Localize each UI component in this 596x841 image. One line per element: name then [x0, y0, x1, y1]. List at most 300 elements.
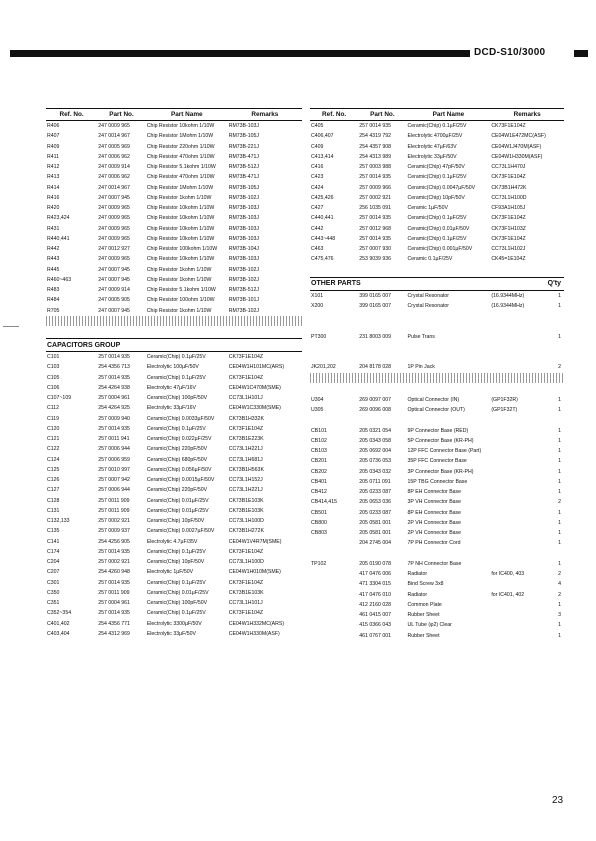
table-cell: CE04W1H332MC(ARS) — [228, 620, 285, 627]
table-row — [46, 567, 302, 577]
table-cell — [310, 590, 358, 600]
table-row — [46, 578, 302, 588]
table-cell: C119 — [47, 415, 60, 422]
table-cell — [546, 415, 564, 425]
table-cell: (16.9344MHz) — [491, 292, 525, 299]
table-cell: C424 — [311, 184, 324, 191]
table-cell: CC73L1H100D — [228, 559, 264, 566]
table-cell: CE04W1C470M(SME) — [228, 384, 281, 391]
table-cell — [358, 321, 406, 331]
table-cell: C351 — [47, 600, 60, 607]
table-cell — [358, 311, 406, 321]
table-cell: Electrolytic 47µF/63V — [407, 143, 457, 150]
table-cell: Chip Resistor 5.1kohm 1/10W — [146, 164, 216, 171]
table-cell: 205 0343 032 — [359, 468, 391, 475]
table-cell: C350 — [47, 589, 60, 596]
table-cell: CK73F1E104Z — [228, 548, 264, 555]
table-cell: CK45=1E104Z — [491, 256, 526, 263]
table-cell: Chip Resistor 5.1kohm 1/10W — [146, 287, 216, 294]
table-cell: C106 — [47, 384, 60, 391]
table-cell: R423,424 — [47, 215, 70, 222]
table-row — [310, 590, 564, 600]
table-cell: C128 — [47, 497, 60, 504]
table-cell: 257 0014 935 — [98, 425, 130, 432]
table-cell: Common Plate — [407, 601, 442, 608]
table-cell: Chip Resistor 10kohm 1/10W — [146, 123, 215, 130]
table-cell: 4 — [558, 581, 561, 588]
table-row — [310, 395, 564, 405]
table-cell: 1 — [558, 519, 561, 526]
table-row — [46, 588, 302, 598]
table-cell: CC73L1H100D — [228, 518, 264, 525]
table-row — [46, 496, 302, 506]
table-cell: Ceramic(Chip) 0.01µF/25V — [146, 507, 209, 514]
table-cell: 205 0581 001 — [359, 519, 391, 526]
table-cell — [407, 352, 491, 362]
scan-artifact-band — [310, 373, 564, 383]
table-cell: C101 — [47, 354, 60, 361]
table-row — [310, 121, 564, 132]
table-cell: RM73B-104J — [228, 246, 259, 253]
qty-header: Q'ty — [546, 277, 564, 290]
table-row — [310, 446, 564, 456]
table-cell: C409 — [311, 143, 324, 150]
table-cell: RM73B-103J — [228, 235, 259, 242]
table-cell: R420 — [47, 205, 60, 212]
scan-artifact-band — [46, 316, 302, 326]
table-cell — [490, 415, 546, 425]
table-cell: 417 0476 006 — [359, 571, 391, 578]
table-row — [310, 342, 564, 352]
table-row — [310, 172, 564, 182]
table-row — [46, 475, 302, 485]
table-cell — [310, 538, 358, 548]
table-row — [310, 436, 564, 446]
table-cell: 35P FFC Connector Base — [407, 458, 467, 465]
table-cell: C125 — [47, 466, 60, 473]
table-row — [46, 526, 302, 536]
table-cell: C413,414 — [311, 153, 334, 160]
table-cell: 1 — [558, 632, 561, 639]
table-cell: Radiator — [407, 571, 428, 578]
table-cell: C103 — [47, 364, 60, 371]
table-cell: C135 — [47, 528, 60, 535]
table-cell: 8P EH Connector Base — [407, 489, 462, 496]
table-cell: R411 — [47, 153, 60, 160]
table-cell: Chip Resistor 1Mohm 1/10W — [146, 184, 214, 191]
table-row — [310, 518, 564, 528]
table-cell: 247 0006 962 — [98, 174, 130, 181]
table-cell: RM73B-101J — [228, 297, 259, 304]
table-row — [310, 213, 564, 223]
table-cell: 247 0007 945 — [98, 266, 130, 273]
table-cell: CE04W1H330M(ASF) — [491, 153, 543, 160]
table-cell: U305 — [311, 407, 324, 414]
table-cell — [358, 415, 406, 425]
table-cell: Ceramic(Chip) 0.056µF/50V — [146, 466, 212, 473]
table-cell: 257 0011 941 — [98, 436, 130, 443]
table-cell: RM73B-103J — [228, 205, 259, 212]
table-row — [46, 434, 302, 444]
table-cell: 247 0006 962 — [98, 153, 130, 160]
table-cell: RM73B-102J — [228, 266, 259, 273]
table-row — [46, 162, 302, 172]
table-row — [310, 631, 564, 641]
table-cell: C301 — [47, 579, 60, 586]
table-cell: 12P FFC Connector Base (Part) — [407, 448, 482, 455]
table-cell: CB414,415 — [311, 499, 337, 506]
table-cell: Ceramic(Chip) 0.1µF/25V — [146, 579, 206, 586]
table-cell: CC73L1H470J — [491, 164, 526, 171]
table-cell: 1 — [558, 468, 561, 475]
table-cell: 257 0007 942 — [98, 477, 130, 484]
table-cell: 254 4264 938 — [98, 384, 130, 391]
table-row — [46, 414, 302, 424]
table-cell: 257 0004 961 — [98, 395, 130, 402]
table-cell: CK73F1E104Z — [228, 374, 264, 381]
table-cell: 2 — [558, 591, 561, 598]
table-row — [310, 131, 564, 141]
table-cell — [310, 321, 358, 331]
table-cell — [490, 332, 546, 342]
table-row — [46, 244, 302, 254]
table-cell: Electrolytic 33µF/16V — [146, 405, 196, 412]
table-cell — [490, 426, 546, 436]
table-cell: TP102 — [311, 560, 327, 567]
table-cell: R407 — [47, 133, 60, 140]
table-cell: RM73B-105J — [228, 184, 259, 191]
table-cell — [407, 321, 491, 331]
table-cell: 1 — [558, 292, 561, 299]
table-cell: 1P Pin Jack — [407, 364, 435, 371]
table-row — [46, 485, 302, 495]
margin-tick — [3, 326, 19, 327]
table-cell: 257 0006 944 — [98, 487, 130, 494]
table-cell: C120 — [47, 425, 60, 432]
table-cell: CC73L1H101J — [228, 395, 263, 402]
table-cell: CC73L1H221J — [228, 446, 263, 453]
table-cell: U304 — [311, 396, 324, 403]
table-cell: 1 — [558, 302, 561, 309]
table-cell: RM73B-221J — [228, 143, 259, 150]
table-cell — [546, 193, 564, 203]
table-cell: 269 0097 007 — [359, 396, 391, 403]
table-cell — [490, 321, 546, 331]
table-cell — [546, 549, 564, 559]
table-cell: 1 — [558, 509, 561, 516]
table-cell: CK73B1H332K — [228, 415, 264, 422]
table-cell: CE04W1C330M(SME) — [228, 405, 281, 412]
table-cell — [358, 352, 406, 362]
table-cell: Ceramic(Chip) 0.01µF/50V — [407, 225, 470, 232]
table-cell: R440,441 — [47, 235, 70, 242]
table-cell: for IC400, 403 — [491, 571, 525, 578]
table-cell: Chip Resistor 10kohm 1/10W — [146, 256, 215, 263]
table-cell: 1 — [558, 458, 561, 465]
table-row — [46, 234, 302, 244]
table-cell: 1 — [558, 396, 561, 403]
table-cell — [490, 436, 546, 446]
table-row — [310, 497, 564, 507]
table-row — [310, 538, 564, 548]
table-cell: R705 — [47, 307, 60, 314]
table-cell — [310, 579, 358, 589]
table-cell — [490, 600, 546, 610]
table-cell: Chip Resistor 100ohm 1/10W — [146, 297, 215, 304]
table-cell — [546, 311, 564, 321]
table-cell: Ceramic(Chip) 0.1µF/25V — [146, 354, 206, 361]
table-cell: C416 — [311, 164, 324, 171]
table-cell: Ceramic(Chip) 0.1µF/25V — [407, 174, 467, 181]
table-cell: 257 0014 935 — [359, 215, 391, 222]
table-cell: C107~109 — [47, 395, 72, 402]
table-cell — [490, 631, 546, 641]
table-cell: C207 — [47, 569, 60, 576]
table-row — [310, 332, 564, 342]
table-row — [310, 162, 564, 172]
table-cell: Bind Screw 3x8 — [407, 581, 444, 588]
table-row — [46, 557, 302, 567]
table-cell: CB501 — [311, 509, 327, 516]
table-cell: 3P Connector Base (KR-PH) — [407, 468, 474, 475]
table-cell: C406,407 — [311, 133, 334, 140]
table-cell: C126 — [47, 477, 60, 484]
table-cell: 461 0415 007 — [359, 612, 391, 619]
table-cell: 3 — [558, 612, 561, 619]
table-row — [46, 254, 302, 264]
table-row — [46, 393, 302, 403]
table-cell: Chip Resistor 1kohm 1/10W — [146, 266, 212, 273]
table-cell: 7P NH Connector Base — [407, 560, 462, 567]
table-row — [310, 193, 564, 203]
table-cell: 257 0011 909 — [98, 507, 130, 514]
table-cell: 247 0009 965 — [98, 123, 130, 130]
table-cell: CE04W1J470M(ASF) — [491, 143, 542, 150]
table-cell — [358, 342, 406, 352]
table-cell: Chip Resistor 1kohm 1/10W — [146, 307, 212, 314]
table-cell: 205 0190 078 — [359, 560, 391, 567]
table-cell — [490, 579, 546, 589]
table-cell: 412 2160 028 — [359, 601, 391, 608]
table-row — [310, 620, 564, 630]
table-cell: 2 — [558, 364, 561, 371]
column-header: Part No. — [358, 109, 406, 121]
table-cell — [490, 477, 546, 487]
table-cell: 247 0007 945 — [98, 307, 130, 314]
table-cell: C440,441 — [311, 215, 334, 222]
table-cell: Ceramic(Chip) 47pF/50V — [407, 164, 465, 171]
table-cell: CC73L1H681J — [228, 456, 263, 463]
table-cell: 5P Connector Base (KR-PH) — [407, 437, 474, 444]
table-cell: 205 0233 087 — [359, 489, 391, 496]
table-cell — [310, 631, 358, 641]
table-cell: Ceramic(Chip) 0.1µF/25V — [146, 548, 206, 555]
section-title: OTHER PARTS — [310, 277, 546, 290]
table-cell — [546, 203, 564, 213]
table-cell: 247 0009 914 — [98, 164, 130, 171]
table-cell: 1 — [558, 489, 561, 496]
table-cell: C352~354 — [47, 610, 72, 617]
table-cell: C124 — [47, 456, 60, 463]
table-cell: C127 — [47, 487, 60, 494]
table-cell: 257 0014 935 — [359, 174, 391, 181]
table-cell: 9P Connector Base (RED) — [407, 427, 469, 434]
table-row — [310, 467, 564, 477]
section-title: CAPACITORS GROUP — [46, 339, 302, 352]
table-row — [310, 528, 564, 538]
table-cell: RM73B-102J — [228, 276, 259, 283]
table-cell: CK73B1E103K — [228, 507, 264, 514]
table-cell: 247 0005 969 — [98, 143, 130, 150]
table-cell: R416 — [47, 194, 60, 201]
table-cell: CK73F1E104Z — [491, 174, 526, 181]
table-cell: C121 — [47, 436, 60, 443]
table-cell: Chip Resistor 470ohm 1/10W — [146, 153, 215, 160]
table-cell: Pulse Trans — [407, 333, 435, 340]
table-cell: CK73F1E104Z — [228, 354, 264, 361]
table-cell: 257 0014 935 — [359, 123, 391, 130]
table-cell: (GP1F32T) — [491, 407, 518, 414]
table-cell: C132,133 — [47, 518, 70, 525]
table-cell: 2 — [558, 499, 561, 506]
table-cell: 257 0009 966 — [359, 184, 391, 191]
table-cell: Electrolytic 4.7µF/35V — [146, 538, 198, 545]
table-cell — [546, 162, 564, 172]
table-cell: RM73B-512J — [228, 164, 259, 171]
table-row — [46, 193, 302, 203]
table-cell: 257 0014 935 — [98, 354, 130, 361]
table-cell: 247 0009 965 — [98, 205, 130, 212]
table-cell: CF93A1H105J — [491, 205, 526, 212]
table-cell: C204 — [47, 559, 60, 566]
table-cell: CK73B1H272K — [228, 528, 264, 535]
table-cell: 247 0005 905 — [98, 297, 130, 304]
table-cell: CK73F1E104Z — [228, 425, 264, 432]
table-row — [46, 537, 302, 547]
table-cell: Rubber Sheet — [407, 612, 440, 619]
table-cell: 257 0002 921 — [98, 559, 130, 566]
table-cell: R460~463 — [47, 276, 72, 283]
table-cell: Radiator — [407, 591, 428, 598]
table-cell: 254 4357 908 — [359, 143, 391, 150]
table-cell: CE04W1H330M(ASF) — [228, 630, 280, 637]
table-cell: 1 — [558, 622, 561, 629]
table-row — [46, 213, 302, 223]
table-cell: 254 4356 771 — [98, 620, 130, 627]
table-cell: R484 — [47, 297, 60, 304]
table-cell: RM73B-102J — [228, 194, 259, 201]
table-cell: RM73B-103J — [228, 123, 259, 130]
table-cell: 8P EH Connector Base — [407, 509, 462, 516]
table-cell: 1 — [558, 407, 561, 414]
table-cell — [310, 311, 358, 321]
table-row — [310, 415, 564, 425]
table-cell: 269 0096 008 — [359, 407, 391, 414]
table-cell — [358, 549, 406, 559]
table-cell: C425,426 — [311, 194, 334, 201]
table-cell: Ceramic(Chip) 0.0047µF/50V — [407, 184, 476, 191]
table-row — [310, 569, 564, 579]
table-cell: Ceramic(Chip) 0.1µF/25V — [407, 215, 467, 222]
table-row — [46, 403, 302, 413]
table-cell: R483 — [47, 287, 60, 294]
table-row — [310, 352, 564, 362]
table-cell: 257 0003 988 — [359, 164, 391, 171]
table-row — [46, 265, 302, 275]
table-cell: RM73B-102J — [228, 307, 259, 314]
table-row — [46, 131, 302, 141]
table-cell: Crystal Resonator — [407, 302, 450, 309]
column-header: Ref. No. — [46, 109, 97, 121]
table-cell: 254 4319 792 — [359, 133, 391, 140]
table-row — [46, 506, 302, 516]
table-row — [46, 455, 302, 465]
table-cell: Ceramic(Chip) 10pF/50V — [146, 518, 205, 525]
table-cell — [546, 152, 564, 162]
table-cell: Ceramic(Chip) 0.022µF/25V — [146, 436, 212, 443]
column-header: Remarks — [490, 109, 564, 121]
table-cell: C427 — [311, 205, 324, 212]
table-row — [310, 559, 564, 569]
table-cell: CC73L1H101J — [228, 600, 263, 607]
table-cell — [490, 342, 546, 352]
table-cell: 1 — [558, 478, 561, 485]
table-cell: 247 0014 967 — [98, 184, 130, 191]
table-cell: CB412 — [311, 489, 327, 496]
table-cell — [490, 559, 546, 569]
table-cell: 15P TBG Connector Base — [407, 478, 468, 485]
table-row — [46, 629, 302, 639]
table-row — [310, 477, 564, 487]
column-header: Part Name — [407, 109, 491, 121]
table-cell: Ceramic(Chip) 0.01µF/25V — [146, 589, 209, 596]
table-cell: 1 — [558, 427, 561, 434]
table-cell: Chip Resistor 220ohm 1/10W — [146, 143, 215, 150]
table-row — [46, 172, 302, 182]
table-cell — [490, 487, 546, 497]
table-row — [310, 508, 564, 518]
table-cell: 399 0165 007 — [359, 302, 391, 309]
table-cell: 461 0767 001 — [359, 632, 391, 639]
table-cell: CB800 — [311, 519, 327, 526]
table-row — [310, 290, 564, 301]
table-cell: 7P PH Connector Cord — [407, 540, 461, 547]
table-cell: CB102 — [311, 437, 327, 444]
table-cell — [546, 142, 564, 152]
table-cell — [407, 311, 491, 321]
table-cell: RM73B-471J — [228, 153, 259, 160]
table-cell: Electrolytic 33µF/50V — [407, 153, 457, 160]
table-cell: 257 0002 921 — [98, 518, 130, 525]
table-cell — [546, 183, 564, 193]
table-cell: R445 — [47, 266, 60, 273]
table-cell — [310, 415, 358, 425]
table-cell: C423 — [311, 174, 324, 181]
table-cell: 3P VH Connector Base — [407, 499, 462, 506]
table-cell: 231 8003 009 — [359, 333, 391, 340]
table-cell: for IC401, 402 — [491, 591, 525, 598]
table-cell: 257 0006 944 — [98, 446, 130, 453]
table-cell: X101 — [311, 292, 324, 299]
table-cell: 205 0343 058 — [359, 437, 391, 444]
table-cell: CE04W1H101MC(ARS) — [228, 364, 285, 371]
table-cell: Ceramic(Chip) 10pF/50V — [146, 559, 205, 566]
table-cell — [546, 172, 564, 182]
table-row — [310, 579, 564, 589]
table-cell: C141 — [47, 538, 60, 545]
table-cell: 247 0014 967 — [98, 133, 130, 140]
table-row — [310, 405, 564, 415]
